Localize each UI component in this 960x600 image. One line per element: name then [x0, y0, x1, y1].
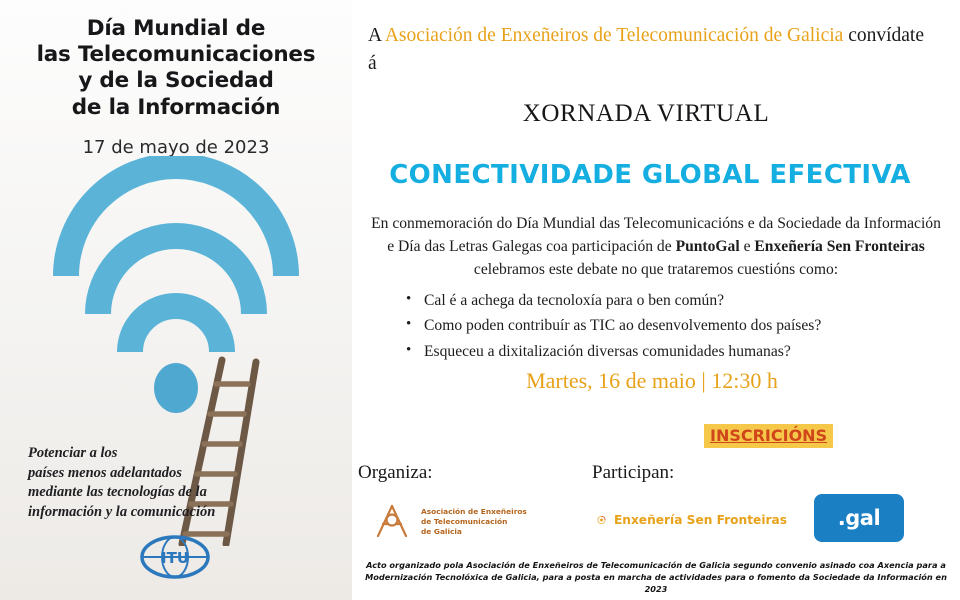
- event-description: [366, 212, 946, 281]
- poster-inner: [14, 6, 338, 594]
- event-main-title: CONECTIVIDADE GLOBAL EFECTIVA: [389, 160, 911, 190]
- event-details: [352, 0, 960, 600]
- footnote: [358, 560, 954, 596]
- itu-logo-text: ITU: [161, 549, 189, 567]
- event-datetime: Martes, 16 de maio | 12:30 h: [526, 368, 778, 393]
- poster-title-line-4: de la Información: [71, 94, 281, 120]
- description-part-3: celebramos este debate no que trataremos cuestións como:: [473, 261, 839, 279]
- aetg-logo: [370, 498, 530, 546]
- poster-caption-line-4: información y la comunicación: [28, 503, 216, 520]
- aetg-logo-line-3: de Galicia: [421, 526, 462, 536]
- topic-list: [400, 288, 940, 364]
- puntogal-logo: [814, 494, 904, 542]
- description-part-2: e: [739, 238, 755, 256]
- poster-caption-line-2: países menos adelantados: [28, 464, 182, 481]
- poster-title: [14, 16, 338, 121]
- poster-caption-line-3: mediante las tecnologías de la: [28, 484, 207, 501]
- poster-caption: [28, 444, 243, 522]
- poster-title-line-2: las Telecomunicaciones: [36, 42, 316, 68]
- partner-esf: Enxeñería Sen Fronteiras: [754, 238, 925, 256]
- puntogal-logo-text: .gal: [837, 506, 881, 530]
- organiza-label: Organiza:: [358, 462, 433, 483]
- partner-puntogal: PuntoGal: [675, 238, 740, 256]
- esf-mark-icon: [597, 503, 606, 537]
- invite-prefix: A: [368, 25, 385, 46]
- poster-title-line-3: y de la Sociedad: [78, 68, 274, 94]
- aetg-logo-line-2: de Telecomunicación: [421, 517, 508, 527]
- participan-label: Participan:: [592, 462, 675, 483]
- footnote-line-1: Acto organizado pola Asociación de Enxeñeiros de Telecomunicación de Galicia segundo convenio asinado coa Axencia para a: [366, 560, 946, 570]
- aetg-logo-line-1: Asociación de Enxeñeiros: [421, 507, 527, 517]
- list-item: • Como poden contribuír as TIC ao desenvolvemento dos países?: [400, 313, 940, 338]
- poster-title-line-1: Día Mundial de: [86, 16, 266, 41]
- description-part-1: En conmemoración do Día Mundial das Telecomunicacións e da Sociedade da Información e Día das Letras Galegas coa participación de: [371, 215, 941, 256]
- footnote-line-2: Modernización Tecnolóxica de Galicia, para a posta en marcha de actividades para o fomento da Sociedade da Información en 2023: [365, 571, 947, 594]
- invitation-line: [368, 22, 928, 77]
- itu-poster-image: [0, 0, 352, 600]
- poster-date: 17 de mayo de 2023: [82, 136, 270, 158]
- poster-caption-line-1: Potenciar a los: [28, 445, 118, 461]
- itu-logo-icon: [139, 534, 211, 580]
- esf-logo: [597, 500, 787, 540]
- esf-logo-text: Enxeñería Sen Fronteiras: [613, 513, 787, 527]
- list-item: • Esqueceu a dixitalización diversas comunidades humanas?: [400, 339, 940, 364]
- organizer-name: Asociación de Enxeñeiros de Telecomunicación de Galicia: [384, 25, 844, 46]
- aetg-mark-icon: [370, 500, 414, 544]
- event-format-label: XORNADA VIRTUAL: [522, 100, 770, 127]
- invite-suffix: convídate á: [368, 25, 925, 74]
- list-item: • Cal é a achega da tecnoloxía para o ben común?: [400, 288, 940, 313]
- registration-link[interactable]: INSCRICIÓNS: [704, 424, 833, 448]
- aetg-logo-text: [421, 507, 527, 536]
